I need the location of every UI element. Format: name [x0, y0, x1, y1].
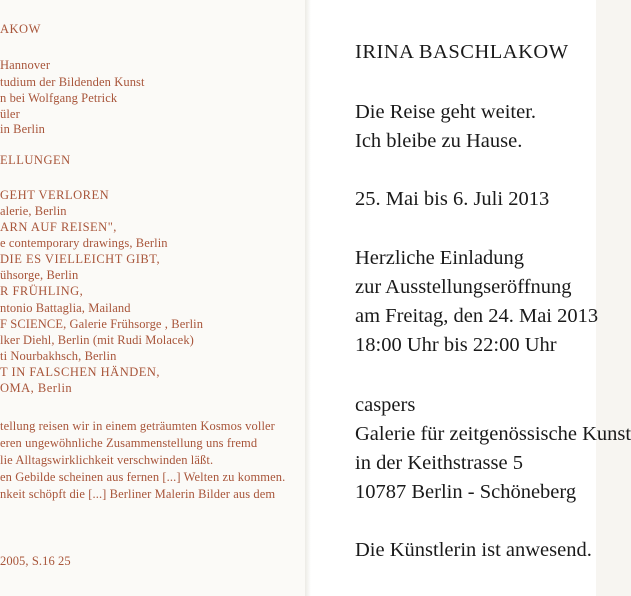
exhibition-line: ühsorge, Berlin [0, 268, 79, 282]
exhibition-line: DIE ES VIELLEICHT GIBT, [0, 252, 161, 266]
exhibition-line: T IN FALSCHEN HÄNDEN, [0, 365, 161, 379]
right-page [311, 0, 631, 596]
bio-line: üler [0, 107, 20, 121]
exhibitions-heading: ELLUNGEN [0, 153, 71, 167]
exhibition-line: R FRÜHLING, [0, 284, 84, 298]
quote-line: eren ungewöhnliche Zusammenstellung uns fremd [0, 436, 258, 450]
exhibition-line: ntonio Battaglia, Mailand [0, 301, 131, 315]
bio-line: in Berlin [0, 122, 45, 136]
artist-name: IRINA BASCHLAKOW [355, 41, 569, 63]
bio-line: Hannover [0, 58, 51, 72]
exhibition-line: ARN AUF REISEN", [0, 220, 117, 234]
quote-line: tellung reisen wir in einem geträumten Kosmos voller [0, 419, 275, 433]
exhibition-line: ti Nourbakhsch, Berlin [0, 349, 117, 363]
invitation-line: zur Ausstellungseröffnung [355, 276, 572, 298]
left-page [0, 0, 305, 596]
quote-line: nkeit schöpft die [...] Berliner Malerin Bilder aus dem [0, 487, 276, 501]
venue-line: in der Keithstrasse 5 [355, 452, 523, 474]
exhibition-line: lker Diehl, Berlin (mit Rudi Molacek) [0, 333, 194, 347]
left-heading: AKOW [0, 22, 41, 36]
exhibition-title-line: Ich bleibe zu Hause. [355, 130, 523, 152]
bio-line: tudium der Bildenden Kunst [0, 75, 145, 89]
exhibition-line: F SCIENCE, Galerie Frühsorge , Berlin [0, 317, 204, 331]
venue-line: Galerie für zeitgenössische Kunst [355, 423, 631, 445]
artist-present-note: Die Künstlerin ist anwesend. [355, 539, 592, 561]
exhibition-title-line: Die Reise geht weiter. [355, 101, 537, 123]
exhibition-line: GEHT VERLOREN [0, 188, 110, 202]
exhibition-line: alerie, Berlin [0, 204, 67, 218]
invitation-line: am Freitag, den 24. Mai 2013 [355, 305, 599, 327]
venue-line: 10787 Berlin - Schöneberg [355, 481, 577, 503]
invitation-line: 18:00 Uhr bis 22:00 Uhr [355, 334, 557, 356]
bio-line: n bei Wolfgang Petrick [0, 91, 118, 105]
exhibition-line: e contemporary drawings, Berlin [0, 236, 168, 250]
venue-line: caspers [355, 394, 416, 416]
quote-line: lie Alltagswirklichkeit verschwinden läßt. [0, 453, 214, 467]
exhibition-line: OMA, Berlin [0, 381, 73, 395]
exhibition-dates: 25. Mai bis 6. Juli 2013 [355, 188, 550, 210]
invitation-line: Herzliche Einladung [355, 247, 525, 269]
quote-line: en Gebilde scheinen aus fernen [...] Welten zu kommen. [0, 470, 286, 484]
quote-citation: 2005, S.16 25 [0, 554, 71, 568]
